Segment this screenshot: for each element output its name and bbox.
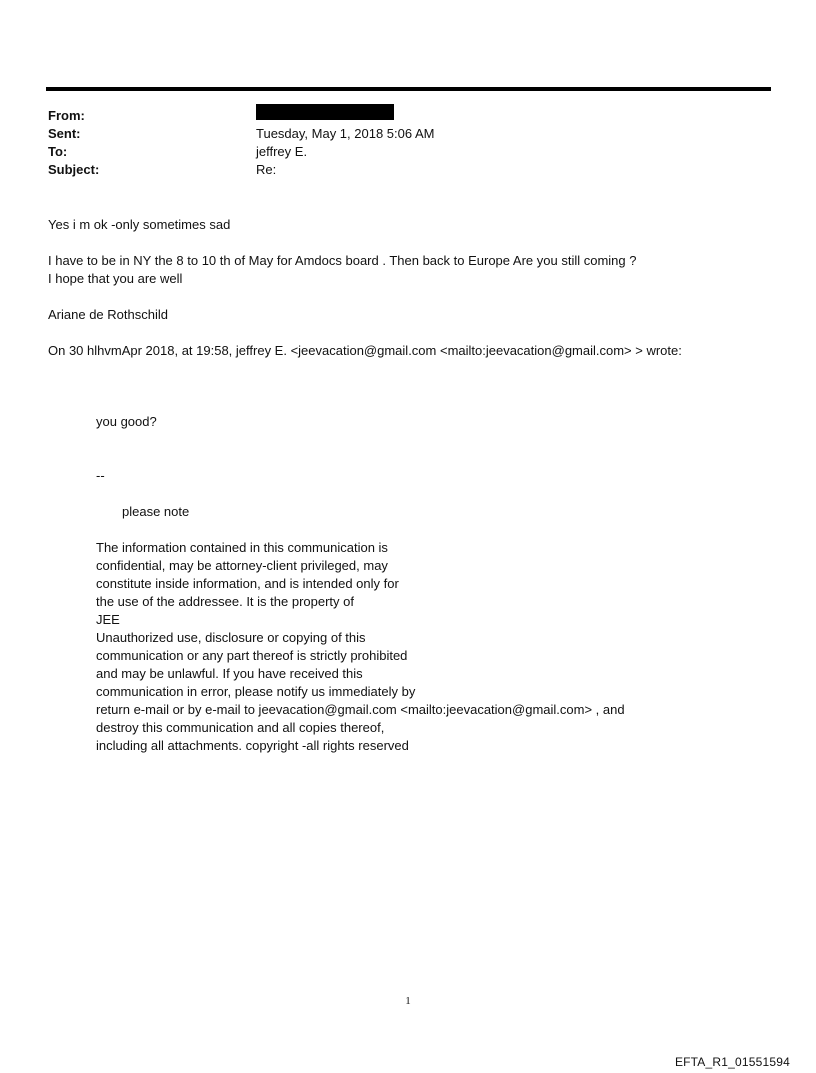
from-label: From: xyxy=(48,108,85,123)
body-line-2: I have to be in NY the 8 to 10 th of May for Amdocs board . Then back to Europe Are you still coming ? xyxy=(48,253,637,268)
to-label: To: xyxy=(48,144,68,159)
disclaimer-line: including all attachments. copyright -all rights reserved xyxy=(96,738,409,753)
subject-row xyxy=(48,161,435,179)
disclaimer-line: and may be unlawful. If you have received this xyxy=(96,666,363,681)
note-heading: please note xyxy=(122,504,190,519)
disclaimer-line: JEE xyxy=(96,612,120,627)
header-divider xyxy=(46,87,771,91)
email-header xyxy=(48,107,435,179)
disclaimer-line: communication in error, please notify us immediately by xyxy=(96,684,416,699)
body-line-3: I hope that you are well xyxy=(48,271,183,286)
disclaimer xyxy=(96,539,625,755)
disclaimer-line: The information contained in this communication is xyxy=(96,540,388,555)
from-value xyxy=(256,107,394,125)
disclaimer-line: return e-mail or by e-mail to jeevacation@gmail.com <mailto:jeevacation@gmail.com> , and xyxy=(96,702,625,717)
quote-intro: On 30 hlhvmApr 2018, at 19:58, jeffrey E. <jeevacation@gmail.com <mailto:jeevacation@gmail.com> > wrote: xyxy=(48,343,682,358)
sent-label: Sent: xyxy=(48,126,81,141)
disclaimer-line: Unauthorized use, disclosure or copying of this xyxy=(96,630,366,645)
page-number: 1 xyxy=(405,995,411,1007)
subject-label: Subject: xyxy=(48,162,100,177)
from-row xyxy=(48,107,435,125)
sent-row xyxy=(48,125,435,143)
signature: Ariane de Rothschild xyxy=(48,307,168,322)
to-value: jeffrey E. xyxy=(256,144,308,159)
disclaimer-line: destroy this communication and all copies thereof, xyxy=(96,720,385,735)
to-row xyxy=(48,143,435,161)
disclaimer-line: the use of the addressee. It is the property of xyxy=(96,594,354,609)
disclaimer-line: communication or any part thereof is strictly prohibited xyxy=(96,648,408,663)
body-line-1: Yes i m ok -only sometimes sad xyxy=(48,217,231,232)
quoted-message: you good? xyxy=(96,414,157,429)
disclaimer-line: confidential, may be attorney-client privileged, may xyxy=(96,558,388,573)
redaction-block xyxy=(256,104,394,120)
subject-value: Re: xyxy=(256,162,277,177)
disclaimer-line: constitute inside information, and is intended only for xyxy=(96,576,399,591)
sent-value: Tuesday, May 1, 2018 5:06 AM xyxy=(256,126,435,141)
quoted-separator: -- xyxy=(96,468,105,483)
document-id: EFTA_R1_01551594 xyxy=(674,1055,790,1069)
